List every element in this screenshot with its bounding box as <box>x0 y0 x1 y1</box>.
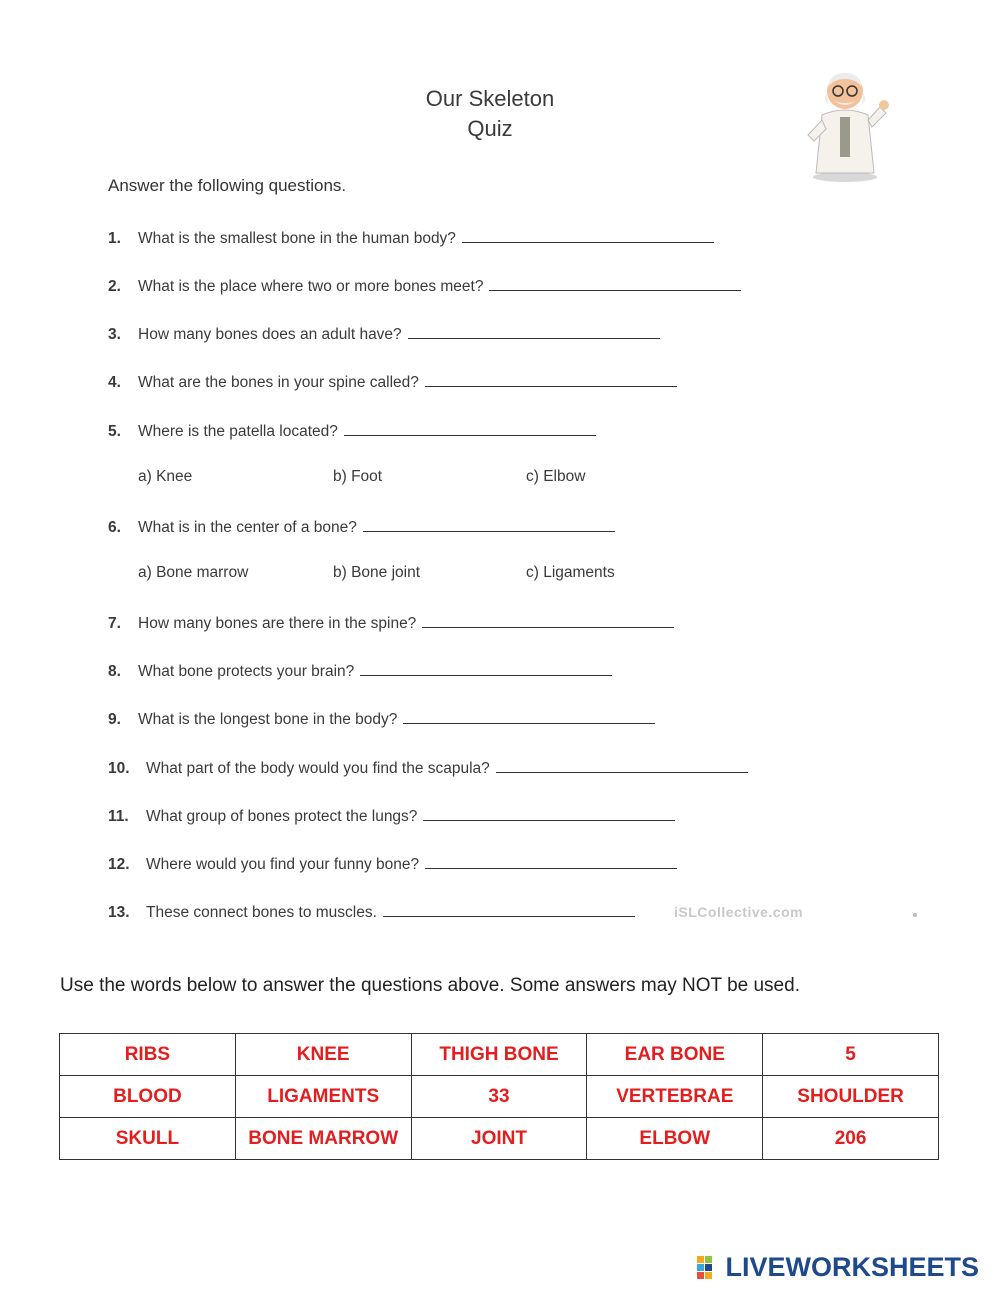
question-1 <box>108 226 714 248</box>
question-number: 12. <box>108 856 130 873</box>
word-cell[interactable]: KNEE <box>235 1034 411 1076</box>
question-11 <box>108 804 675 826</box>
question-text: What is the smallest bone in the human body? <box>138 230 456 247</box>
question-text: What part of the body would you find the scapula? <box>146 760 490 777</box>
answer-blank[interactable] <box>408 322 660 339</box>
word-cell[interactable]: BONE MARROW <box>235 1118 411 1160</box>
question-number: 9. <box>108 711 121 728</box>
word-cell[interactable]: SHOULDER <box>763 1076 939 1118</box>
dot-mark <box>913 913 917 917</box>
question-number: 1. <box>108 230 121 247</box>
question-number: 2. <box>108 278 121 295</box>
question-text: Where is the patella located? <box>138 423 338 440</box>
answer-blank[interactable] <box>496 756 748 773</box>
answer-blank[interactable] <box>489 274 741 291</box>
question-text: What is in the center of a bone? <box>138 519 357 536</box>
watermark: iSLCollective.com <box>674 904 804 920</box>
question-number: 13. <box>108 904 130 921</box>
liveworksheets-logo-icon <box>697 1254 721 1282</box>
question-5 <box>108 419 596 441</box>
page-title: Our Skeleton <box>425 86 555 111</box>
question-text: What is the longest bone in the body? <box>138 711 398 728</box>
question-3 <box>108 322 660 344</box>
answer-blank[interactable] <box>423 804 675 821</box>
question-text: These connect bones to muscles. <box>146 904 377 921</box>
table-row <box>60 1034 939 1076</box>
professor-illustration-icon <box>800 65 895 183</box>
question-13 <box>108 900 635 922</box>
question-10 <box>108 756 748 778</box>
question-text: What are the bones in your spine called? <box>138 374 419 391</box>
word-cell[interactable]: 5 <box>763 1034 939 1076</box>
q6-option-a[interactable]: a) Bone marrow <box>138 564 249 581</box>
question-number: 8. <box>108 663 121 680</box>
question-number: 10. <box>108 760 130 777</box>
q5-option-c[interactable]: c) Elbow <box>526 468 586 485</box>
word-cell[interactable]: THIGH BONE <box>411 1034 587 1076</box>
word-cell[interactable]: BLOOD <box>60 1076 236 1118</box>
word-cell[interactable]: ELBOW <box>587 1118 763 1160</box>
question-4 <box>108 370 677 392</box>
answer-blank[interactable] <box>383 900 635 917</box>
question-number: 3. <box>108 326 121 343</box>
table-row <box>60 1076 939 1118</box>
word-cell[interactable]: RIBS <box>60 1034 236 1076</box>
word-bank-instructions: Use the words below to answer the questions above. Some answers may NOT be used. <box>60 975 800 996</box>
answer-blank[interactable] <box>363 515 615 532</box>
instructions: Answer the following questions. <box>108 176 347 195</box>
word-cell[interactable]: LIGAMENTS <box>235 1076 411 1118</box>
question-9 <box>108 707 655 729</box>
question-2 <box>108 274 741 296</box>
question-number: 5. <box>108 423 121 440</box>
word-cell[interactable]: 33 <box>411 1076 587 1118</box>
question-text: What is the place where two or more bones meet? <box>138 278 484 295</box>
question-text: What group of bones protect the lungs? <box>146 808 418 825</box>
logo-text: LIVEWORKSHEETS <box>725 1252 979 1282</box>
question-text: What bone protects your brain? <box>138 663 355 680</box>
q6-option-b[interactable]: b) Bone joint <box>333 564 421 581</box>
word-bank-table <box>59 1033 939 1160</box>
question-7 <box>108 611 674 633</box>
question-number: 7. <box>108 615 121 632</box>
word-cell[interactable]: EAR BONE <box>587 1034 763 1076</box>
question-text: How many bones are there in the spine? <box>138 615 417 632</box>
question-text: Where would you find your funny bone? <box>146 856 420 873</box>
page-subtitle: Quiz <box>467 116 513 141</box>
question-12 <box>108 852 677 874</box>
answer-blank[interactable] <box>425 852 677 869</box>
q5-option-a[interactable]: a) Knee <box>138 468 193 485</box>
question-number: 4. <box>108 374 121 391</box>
question-6 <box>108 515 615 537</box>
word-cell[interactable]: VERTEBRAE <box>587 1076 763 1118</box>
word-cell[interactable]: SKULL <box>60 1118 236 1160</box>
answer-blank[interactable] <box>360 659 612 676</box>
question-number: 11. <box>108 808 129 825</box>
q5-option-b[interactable]: b) Foot <box>333 468 383 485</box>
table-row <box>60 1118 939 1160</box>
word-cell[interactable]: 206 <box>763 1118 939 1160</box>
question-8 <box>108 659 612 681</box>
word-cell[interactable]: JOINT <box>411 1118 587 1160</box>
answer-blank[interactable] <box>403 707 655 724</box>
q6-option-c[interactable]: c) Ligaments <box>526 564 615 581</box>
question-number: 6. <box>108 519 121 536</box>
answer-blank[interactable] <box>344 419 596 436</box>
answer-blank[interactable] <box>425 370 677 387</box>
liveworksheets-logo[interactable] <box>697 1252 979 1286</box>
answer-blank[interactable] <box>462 226 714 243</box>
question-text: How many bones does an adult have? <box>138 326 402 343</box>
answer-blank[interactable] <box>422 611 674 628</box>
